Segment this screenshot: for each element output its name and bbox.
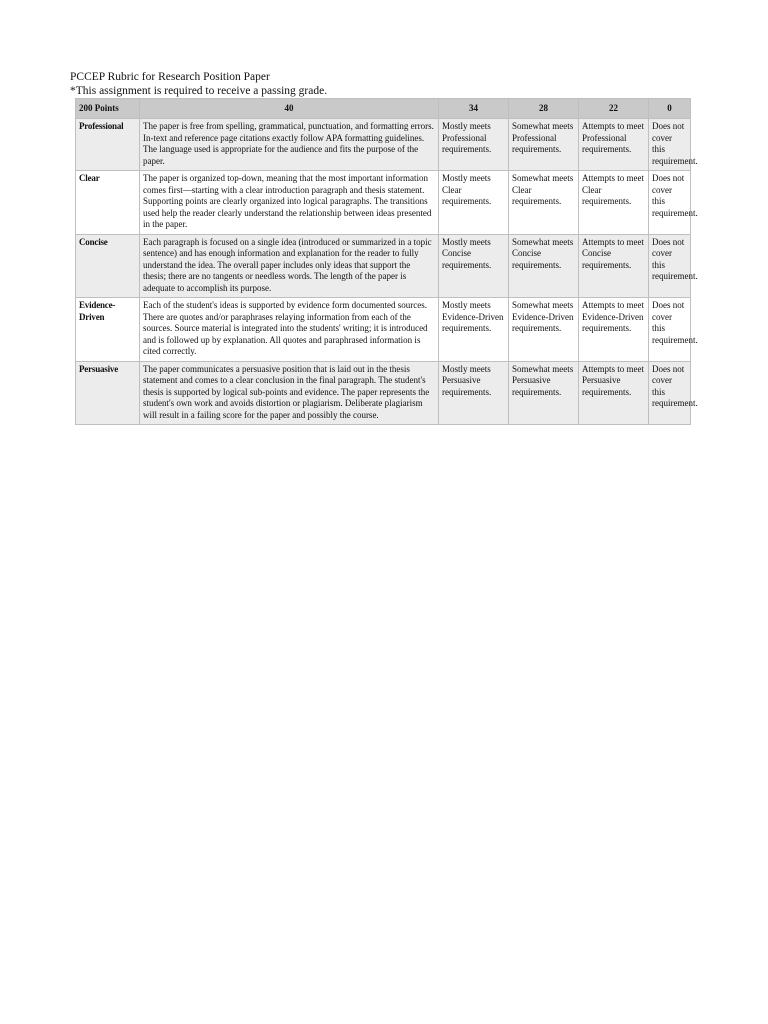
rubric-row-concise (76, 234, 691, 298)
criterion-name: Persuasive (76, 361, 140, 425)
somewhat-meets-cell: Somewhat meets Concise requirements. (509, 234, 579, 298)
document-note: *This assignment is required to receive a passing grade. (70, 85, 328, 97)
full-credit-description: The paper is free from spelling, grammatical, punctuation, and formatting errors. In-text and reference page citations exactly follow APA formatting guidelines. The language used is appropriate for the audience and fits the purpose of the paper. (140, 119, 439, 171)
criterion-name: Evidence-Driven (76, 298, 140, 362)
does-not-cover-cell: Does not cover this requirement. (649, 119, 691, 171)
somewhat-meets-cell: Somewhat meets Evidence-Driven requirements. (509, 298, 579, 362)
header-total-points: 200 Points (76, 99, 140, 119)
does-not-cover-cell: Does not cover this requirement. (649, 171, 691, 235)
attempts-cell: Attempts to meet Professional requirements. (579, 119, 649, 171)
header-score-0: 0 (649, 99, 691, 119)
attempts-cell: Attempts to meet Evidence-Driven requirements. (579, 298, 649, 362)
rubric-table (75, 98, 698, 425)
does-not-cover-cell: Does not cover this requirement. (649, 298, 691, 362)
full-credit-description: Each paragraph is focused on a single idea (introduced or summarized in a topic sentence) and has enough information and explanation for the reader to fully understand the idea. The overall paper includes only ideas that support the thesis; there are no tangents or needless words. The length of the paper is adequate to accomplish its purpose. (140, 234, 439, 298)
somewhat-meets-cell: Somewhat meets Professional requirements. (509, 119, 579, 171)
document-title: PCCEP Rubric for Research Position Paper (70, 71, 270, 83)
header-score-34: 34 (439, 99, 509, 119)
rubric-row-persuasive (76, 361, 691, 425)
attempts-cell: Attempts to meet Concise requirements. (579, 234, 649, 298)
document-header (70, 70, 690, 98)
somewhat-meets-cell: Somewhat meets Persuasive requirements. (509, 361, 579, 425)
does-not-cover-cell: Does not cover this requirement. (649, 234, 691, 298)
header-score-22: 22 (579, 99, 649, 119)
criterion-name: Concise (76, 234, 140, 298)
mostly-meets-cell: Mostly meets Clear requirements. (439, 171, 509, 235)
rubric-row-clear (76, 171, 691, 235)
mostly-meets-cell: Mostly meets Concise requirements. (439, 234, 509, 298)
somewhat-meets-cell: Somewhat meets Clear requirements. (509, 171, 579, 235)
criterion-name: Clear (76, 171, 140, 235)
mostly-meets-cell: Mostly meets Evidence-Driven requirements. (439, 298, 509, 362)
rubric-row-evidence-driven (76, 298, 691, 362)
full-credit-description: The paper is organized top-down, meaning that the most important information comes first—starting with a clear introduction paragraph and thesis statement. Supporting points are clearly organized into logical paragraphs. The transitions used help the reader clearly understand the relationship between ideas presented in the paper. (140, 171, 439, 235)
attempts-cell: Attempts to meet Clear requirements. (579, 171, 649, 235)
full-credit-description: The paper communicates a persuasive position that is laid out in the thesis statement and comes to a clear conclusion in the final paragraph. The student's thesis is supported by logical sub-points and evidence. The paper represents the student's own work and avoids distortion or plagiarism. Deliberate plagiarism will result in a failing score for the paper and possibly the course. (140, 361, 439, 425)
mostly-meets-cell: Mostly meets Persuasive requirements. (439, 361, 509, 425)
mostly-meets-cell: Mostly meets Professional requirements. (439, 119, 509, 171)
full-credit-description: Each of the student's ideas is supported by evidence form documented sources. There are quotes and/or paraphrases relaying information from each of the sources. Source material is integrated into the students' writing; it is introduced and is followed up by explanation. All quotes and paraphrased information is cited correctly. (140, 298, 439, 362)
header-score-28: 28 (509, 99, 579, 119)
attempts-cell: Attempts to meet Persuasive requirements. (579, 361, 649, 425)
rubric-header-row (76, 99, 691, 119)
criterion-name: Professional (76, 119, 140, 171)
header-score-40: 40 (140, 99, 439, 119)
rubric-row-professional (76, 119, 691, 171)
does-not-cover-cell: Does not cover this requirement. (649, 361, 691, 425)
